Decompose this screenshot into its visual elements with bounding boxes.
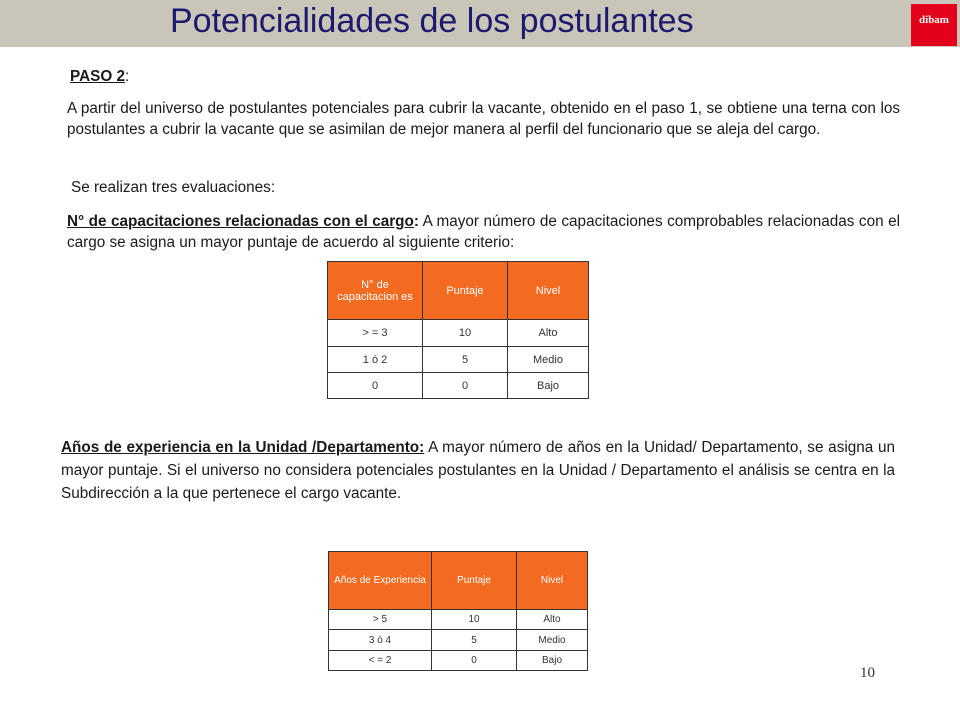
page-number: 10 — [860, 665, 875, 681]
table-cell: 0 — [432, 651, 517, 671]
capacitaciones-table — [327, 261, 589, 399]
table-row — [329, 610, 588, 630]
table-cell: Bajo — [517, 651, 588, 671]
table-cell: 5 — [423, 347, 508, 373]
table-header-cell: Puntaje — [423, 262, 508, 320]
table-cell: 10 — [423, 320, 508, 347]
criterion1-paragraph — [67, 211, 900, 253]
paso-heading — [70, 66, 900, 87]
table-row — [328, 373, 589, 399]
table-cell: 0 — [423, 373, 508, 399]
paso-paragraph: A partir del universo de postulantes potenciales para cubrir la vacante, obtenido en el paso 1, se obtiene una terna con los postulantes a cubrir la vacante que se asimilan de mejor manera al perfil del funcionario que se aleja del cargo. — [67, 100, 900, 138]
table-row — [329, 630, 588, 651]
criterion1-heading: N° de capacitaciones relacionadas con el cargo — [67, 213, 414, 230]
table-cell: 0 — [328, 373, 423, 399]
table-cell: Medio — [517, 630, 588, 651]
table-row — [329, 651, 588, 671]
paso-colon: : — [124, 68, 130, 85]
table-cell: Medio — [508, 347, 589, 373]
table-cell: Bajo — [508, 373, 589, 399]
table-cell: 10 — [432, 610, 517, 630]
criterion2-paragraph — [61, 436, 895, 505]
table-cell: < = 2 — [329, 651, 432, 671]
table-header-cell: Años de Experiencia — [329, 552, 432, 610]
table-row — [328, 320, 589, 347]
table-cell: > = 3 — [328, 320, 423, 347]
table-cell: 1 ó 2 — [328, 347, 423, 373]
table-cell: Alto — [517, 610, 588, 630]
table-header-cell: Nivel — [517, 552, 588, 610]
table-cell: 3 ó 4 — [329, 630, 432, 651]
evaluations-text: Se realizan tres evaluaciones: — [71, 179, 276, 196]
criterion1-colon: : — [413, 213, 419, 230]
table-cell: > 5 — [329, 610, 432, 630]
criterion2-text: A mayor número de años en la Unidad/ Departamento, se asigna un mayor puntaje. Si el universo no considera potenciales postulantes en la Unidad / Departamento el análisis se centra en la Subdirección a la que pertenece el cargo vacante. — [61, 439, 895, 502]
criterion1-text: A mayor número de capacitaciones comprobables relacionadas con el cargo se asigna un mayor puntaje de acuerdo al siguiente criterio: — [67, 213, 901, 251]
table-cell: 5 — [432, 630, 517, 651]
dibam-logo: dibam — [911, 4, 957, 46]
slide-title: Potencialidades de los postulantes — [170, 2, 694, 40]
table-header-cell: Nivel — [508, 262, 589, 320]
table-row — [328, 347, 589, 373]
table-header-cell: Puntaje — [432, 552, 517, 610]
paso-label: PASO 2 — [70, 68, 125, 85]
table-cell: Alto — [508, 320, 589, 347]
experiencia-table — [328, 551, 588, 671]
table-header-row — [329, 552, 588, 610]
table-header-row — [328, 262, 589, 320]
criterion2-heading: Años de experiencia en la Unidad /Departamento: — [61, 439, 425, 456]
table-header-cell: N° de capacitacion es — [328, 262, 423, 320]
